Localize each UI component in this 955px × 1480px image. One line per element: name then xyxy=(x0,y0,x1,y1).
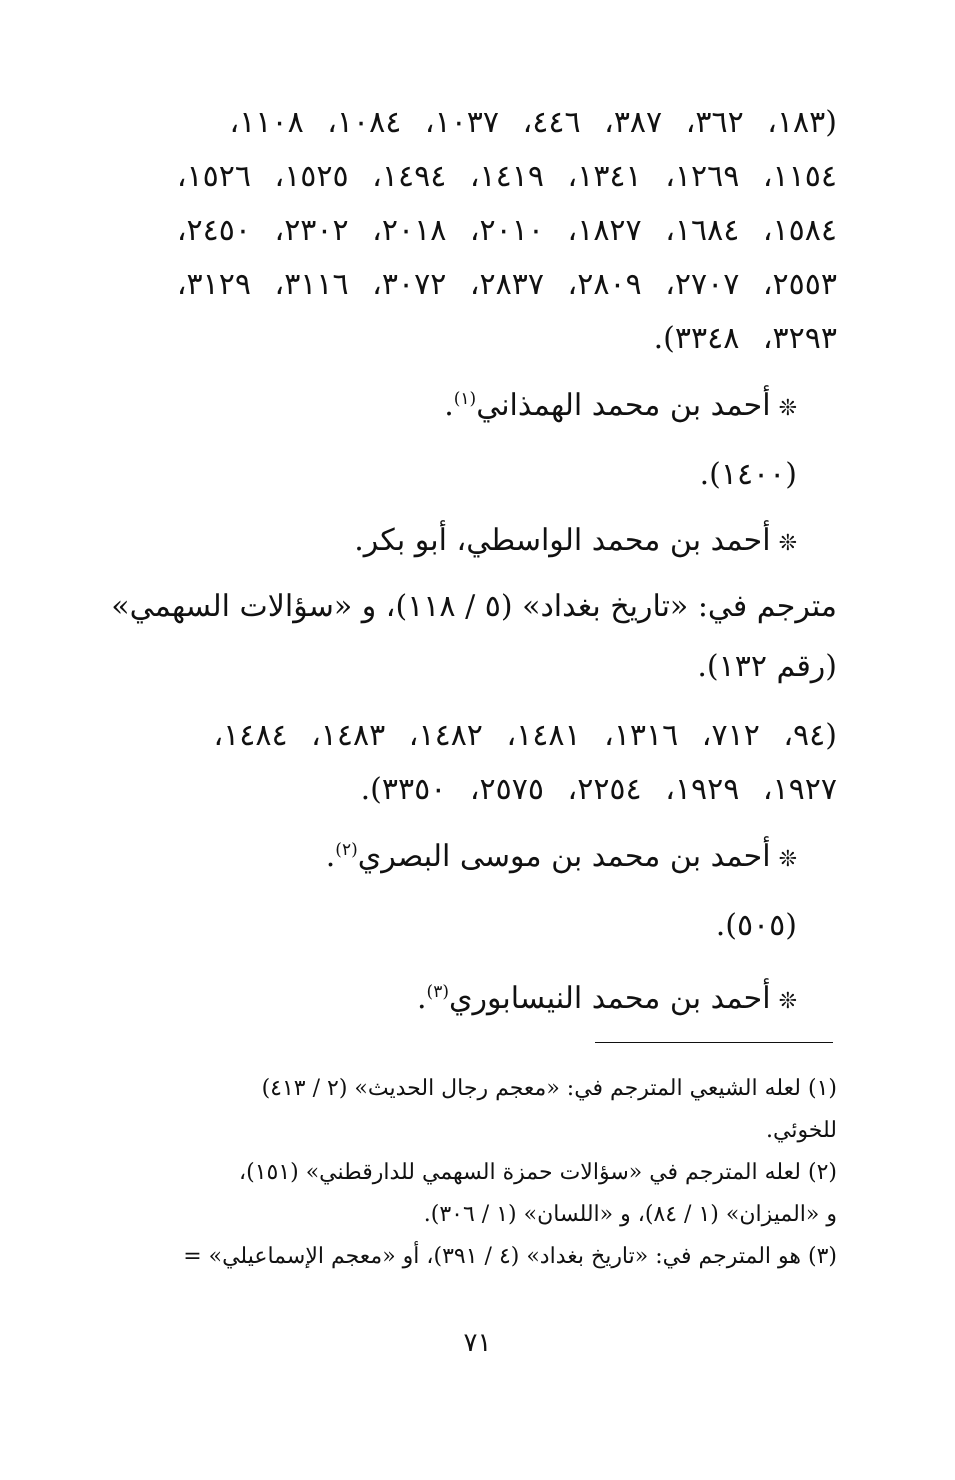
footnote-line: (٢) لعله المترجم في «سؤالات حمزة السهمي للدارقطني» (١٥١)، xyxy=(239,1160,837,1185)
page-number: ٧١ xyxy=(463,1328,492,1358)
number-line: ٢٥٥٣، ٢٧٠٧، ٢٨٠٩، ٢٨٣٧، ٣٠٧٢، ٣١١٦، ٣١٢٩، xyxy=(176,267,837,302)
footnote-line: و «الميزان» (١ / ٨٤)، و «اللسان» (١ / ٣٠٦). xyxy=(423,1202,837,1227)
entry-end: . xyxy=(325,839,336,874)
footnote-line: للخوئي. xyxy=(765,1118,837,1143)
entry-refs: (٥٠٥). xyxy=(715,908,797,943)
number-line: ١٥٨٤، ١٦٨٤، ١٨٢٧، ٢٠١٠، ٢٠١٨، ٢٣٠٢، ٢٤٥٠، xyxy=(176,213,837,248)
star-icon: ❊ xyxy=(778,396,797,421)
entry-name: أحمد بن محمد الهمذاني xyxy=(476,388,771,423)
footnote-mark: (٢) xyxy=(335,840,358,860)
number-line: ٣٢٩٣، ٣٣٤٨). xyxy=(653,321,837,356)
footnotes xyxy=(117,1068,837,1278)
entry-name: أحمد بن محمد الواسطي، أبو بكر. xyxy=(354,523,771,558)
footnote-mark: (١) xyxy=(453,389,477,409)
entry-refs: (١٤٠٠). xyxy=(699,457,797,492)
entry-name: أحمد بن محمد النيسابوري xyxy=(448,981,771,1016)
star-icon: ❊ xyxy=(778,847,797,872)
number-line: ١١٥٤، ١٢٦٩، ١٣٤١، ١٤١٩، ١٤٩٤، ١٥٢٥، ١٥٢٦، xyxy=(176,159,837,194)
footnote-line: (١) لعله الشيعي المترجم في: «معجم رجال الحديث» (٢ / ٤١٣) xyxy=(261,1076,837,1101)
footnote-mark: (٣) xyxy=(426,982,449,1002)
entry-bio-line: (رقم ١٣٢). xyxy=(697,649,837,684)
number-line: (٩٤، ٧١٢، ١٣١٦، ١٤٨١، ١٤٨٢، ١٤٨٣، ١٤٨٤، xyxy=(213,718,837,753)
entry-heading xyxy=(117,508,837,577)
star-icon: ❊ xyxy=(778,531,797,556)
entry-end: . xyxy=(444,388,454,423)
number-line: (١٨٣، ٣٦٢، ٣٨٧، ٤٤٦، ١٠٣٧، ١٠٨٤، ١١٠٨، xyxy=(229,105,837,140)
footnote-line: (٣) هو المترجم في: «تاريخ بغداد» (٤ / ٣٩١)، أو «معجم الإسماعيلي» = xyxy=(183,1244,837,1269)
number-line: ١٩٢٧، ١٩٢٩، ٢٢٥٤، ٢٥٧٥، ٣٣٥٠). xyxy=(360,772,837,807)
entry-heading xyxy=(117,366,837,442)
entry-name: أحمد بن محمد بن موسى البصري xyxy=(357,839,771,874)
main-text xyxy=(111,96,837,1035)
entry-heading xyxy=(117,959,837,1035)
entry-bio-line: مترجم في: «تاريخ بغداد» (٥ / ١١٨)، و «سؤالات السهمي» xyxy=(111,589,837,624)
entry-heading xyxy=(117,817,837,893)
entry-end: . xyxy=(417,981,427,1016)
footnote-separator xyxy=(595,1042,833,1043)
star-icon: ❊ xyxy=(778,989,797,1014)
